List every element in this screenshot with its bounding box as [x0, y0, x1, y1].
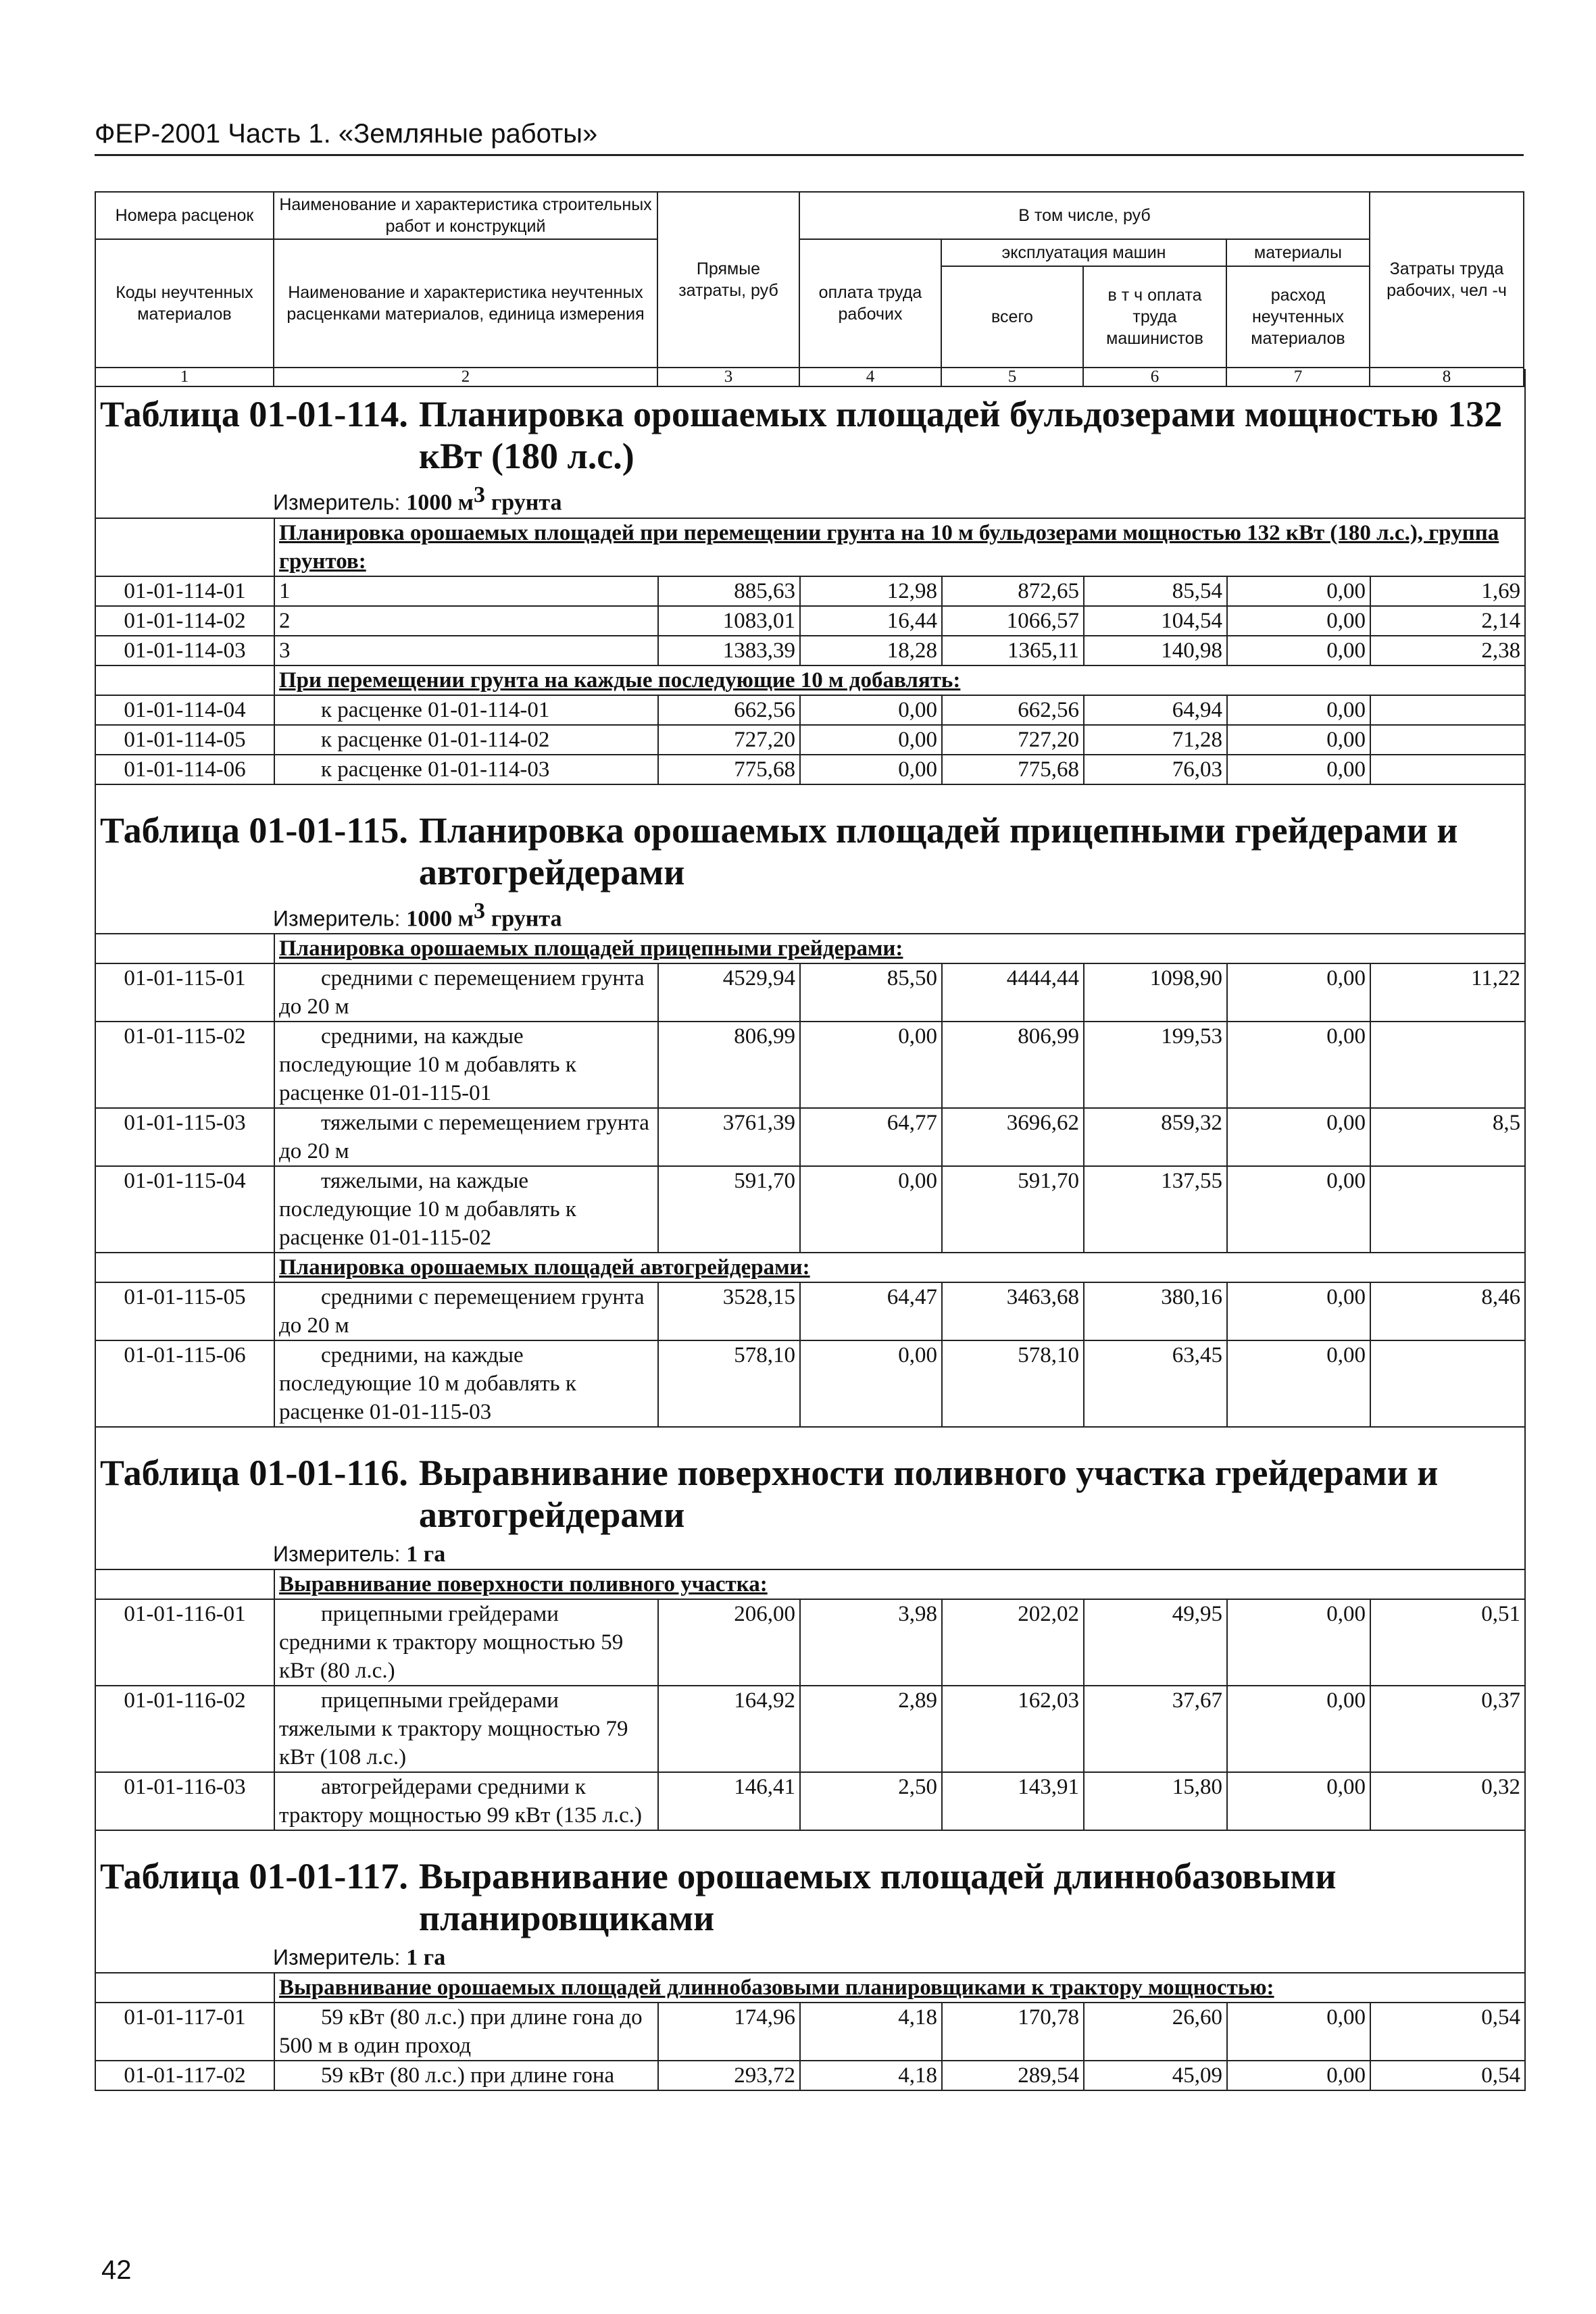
materials-cell: 0,00 [1227, 963, 1370, 1022]
direct-cost-cell: 806,99 [658, 1022, 800, 1108]
direct-cost-cell: 146,41 [658, 1772, 800, 1830]
table-row [96, 576, 1524, 606]
table-title-text: Выравнивание орошаемых площадей длиннобазовыми планировщиками [418, 1856, 1337, 1939]
table-number: Таблица 01-01-114. [100, 394, 408, 434]
materials-cell: 0,00 [1227, 2061, 1370, 2090]
materials-cell: 0,00 [1227, 606, 1370, 636]
labor-hours-cell [1370, 1340, 1524, 1427]
rate-code-cell: 01-01-114-03 [96, 636, 274, 665]
labor-hours-cell [1370, 725, 1524, 755]
materials-cell: 0,00 [1227, 695, 1370, 725]
rate-code-cell: 01-01-116-03 [96, 1772, 274, 1830]
machine-cost-cell: 162,03 [942, 1686, 1084, 1772]
group-heading-spacer [96, 934, 274, 963]
machine-cost-cell: 806,99 [942, 1022, 1084, 1108]
machine-cost-cell: 289,54 [942, 2061, 1084, 2090]
table-row [96, 606, 1524, 636]
machinist-pay-cell: 49,95 [1084, 1599, 1227, 1686]
labor-hours-cell [1370, 1166, 1524, 1253]
direct-cost-cell: 174,96 [658, 2003, 800, 2061]
table-row [96, 636, 1524, 665]
materials-cell: 0,00 [1227, 725, 1370, 755]
meter-unit: грунта [491, 906, 562, 932]
meter-label: Измеритель: [273, 906, 401, 931]
direct-cost-cell: 591,70 [658, 1166, 800, 1253]
col7-header: расход неучтенных материалов [1226, 266, 1370, 368]
rate-code-cell: 01-01-115-04 [96, 1166, 274, 1253]
table-row [96, 755, 1524, 784]
machinist-pay-cell: 859,32 [1084, 1108, 1227, 1166]
work-description-cell: средними с перемещением грунта до 20 м [274, 963, 658, 1022]
col1-bottom-header: Коды неучтенных материалов [95, 239, 274, 368]
direct-cost-cell: 578,10 [658, 1340, 800, 1427]
machine-cost-cell: 4444,44 [942, 963, 1084, 1022]
col8-header: Затраты труда рабочих, чел -ч [1370, 192, 1524, 368]
rate-code-cell: 01-01-114-01 [96, 576, 274, 606]
labor-hours-cell: 0,51 [1370, 1599, 1524, 1686]
col5-header: всего [941, 266, 1083, 368]
direct-cost-cell: 4529,94 [658, 963, 800, 1022]
table-number: Таблица 01-01-115. [100, 809, 408, 851]
table-title [96, 1428, 1524, 1540]
table-row [96, 1282, 1524, 1340]
rate-table [96, 933, 1524, 1428]
labor-pay-cell: 64,77 [800, 1108, 942, 1166]
labor-pay-cell: 85,50 [800, 963, 942, 1022]
col-number: 3 [657, 368, 799, 386]
machine-cost-cell: 591,70 [942, 1166, 1084, 1253]
materials-cell: 0,00 [1227, 1686, 1370, 1772]
direct-cost-cell: 662,56 [658, 695, 800, 725]
col4-header: оплата труда рабочих [799, 239, 941, 368]
machine-cost-cell: 1365,11 [942, 636, 1084, 665]
machinist-pay-cell: 380,16 [1084, 1282, 1227, 1340]
machine-cost-cell: 578,10 [942, 1340, 1084, 1427]
rate-table [96, 518, 1524, 785]
work-description-cell: тяжелыми, на каждые последующие 10 м добавлять к расценке 01-01-115-02 [274, 1166, 658, 1253]
table-row [96, 2061, 1524, 2090]
machine-cost-cell: 1066,57 [942, 606, 1084, 636]
materials-cell: 0,00 [1227, 2003, 1370, 2061]
group-heading-row [96, 1973, 1524, 2003]
col2-top-header: Наименование и характеристика строительных работ и конструкций [274, 192, 657, 239]
labor-hours-cell: 0,32 [1370, 1772, 1524, 1830]
labor-hours-cell [1370, 1022, 1524, 1108]
work-description-cell: 1 [274, 576, 658, 606]
materials-cell: 0,00 [1227, 576, 1370, 606]
table-meter [96, 1943, 1524, 1972]
col3-header: Прямые затраты, руб [657, 192, 799, 368]
machines-header: эксплуатация машин [941, 239, 1226, 266]
machinist-pay-cell: 137,55 [1084, 1166, 1227, 1253]
labor-pay-cell: 64,47 [800, 1282, 942, 1340]
work-description-cell: тяжелыми с перемещением грунта до 20 м [274, 1108, 658, 1166]
group-header: В том числе, руб [799, 192, 1370, 239]
machine-cost-cell: 170,78 [942, 2003, 1084, 2061]
table-row [96, 1599, 1524, 1686]
table-number: Таблица 01-01-117. [100, 1856, 408, 1897]
labor-pay-cell: 2,50 [800, 1772, 942, 1830]
meter-superscript: 3 [473, 482, 485, 507]
machine-cost-cell: 872,65 [942, 576, 1084, 606]
table-row [96, 1108, 1524, 1166]
rates-content [95, 369, 1526, 2091]
col-number: 2 [274, 368, 657, 386]
rate-table-section [96, 1428, 1524, 1831]
machine-cost-cell: 662,56 [942, 695, 1084, 725]
labor-hours-cell [1370, 695, 1524, 725]
work-description-cell: 59 кВт (80 л.с.) при длине гона [274, 2061, 658, 2090]
rate-code-cell: 01-01-116-01 [96, 1599, 274, 1686]
materials-cell: 0,00 [1227, 1108, 1370, 1166]
work-description-cell: к расценке 01-01-114-03 [274, 755, 658, 784]
meter-value: 1 га [406, 1945, 446, 1971]
machine-cost-cell: 727,20 [942, 725, 1084, 755]
work-description-cell: средними, на каждые последующие 10 м добавлять к расценке 01-01-115-01 [274, 1022, 658, 1108]
rate-code-cell: 01-01-115-05 [96, 1282, 274, 1340]
work-description-cell: 59 кВт (80 л.с.) при длине гона до 500 м в один проход [274, 2003, 658, 2061]
work-description-cell: средними, на каждые последующие 10 м добавлять к расценке 01-01-115-03 [274, 1340, 658, 1427]
group-heading-row [96, 1253, 1524, 1282]
labor-pay-cell: 0,00 [800, 1166, 942, 1253]
page-number: 42 [101, 2255, 132, 2285]
direct-cost-cell: 3761,39 [658, 1108, 800, 1166]
work-description-cell: 3 [274, 636, 658, 665]
rate-code-cell: 01-01-117-01 [96, 2003, 274, 2061]
rate-code-cell: 01-01-116-02 [96, 1686, 274, 1772]
labor-pay-cell: 4,18 [800, 2003, 942, 2061]
table-row [96, 695, 1524, 725]
rate-table [96, 1972, 1524, 2091]
labor-hours-cell: 11,22 [1370, 963, 1524, 1022]
group-heading-row [96, 1569, 1524, 1599]
rate-code-cell: 01-01-115-06 [96, 1340, 274, 1427]
meter-label: Измеритель: [273, 1945, 401, 1970]
labor-hours-cell: 8,46 [1370, 1282, 1524, 1340]
materials-cell: 0,00 [1227, 1340, 1370, 1427]
table-title [96, 785, 1524, 897]
materials-header: материалы [1226, 239, 1370, 266]
machinist-pay-cell: 76,03 [1084, 755, 1227, 784]
table-meter [96, 1540, 1524, 1569]
labor-pay-cell: 0,00 [800, 755, 942, 784]
rate-table-section [96, 369, 1524, 785]
group-heading: Планировка орошаемых площадей при перемещении грунта на 10 м бульдозерами мощностью 132 кВт (180 л.с.), группа грунтов: [274, 518, 1524, 576]
labor-pay-cell: 0,00 [800, 1022, 942, 1108]
direct-cost-cell: 775,68 [658, 755, 800, 784]
direct-cost-cell: 1083,01 [658, 606, 800, 636]
work-description-cell: к расценке 01-01-114-02 [274, 725, 658, 755]
labor-hours-cell: 0,54 [1370, 2003, 1524, 2061]
group-heading-spacer [96, 665, 274, 695]
meter-value: 1000 м [406, 490, 474, 515]
meter-value: 1000 м [406, 906, 474, 932]
col-number: 8 [1370, 368, 1524, 386]
machine-cost-cell: 3696,62 [942, 1108, 1084, 1166]
direct-cost-cell: 293,72 [658, 2061, 800, 2090]
work-description-cell: прицепными грейдерами средними к трактору мощностью 59 кВт (80 л.с.) [274, 1599, 658, 1686]
materials-cell: 0,00 [1227, 1772, 1370, 1830]
labor-pay-cell: 4,18 [800, 2061, 942, 2090]
direct-cost-cell: 1383,39 [658, 636, 800, 665]
machinist-pay-cell: 15,80 [1084, 1772, 1227, 1830]
labor-pay-cell: 0,00 [800, 725, 942, 755]
machinist-pay-cell: 26,60 [1084, 2003, 1227, 2061]
machinist-pay-cell: 64,94 [1084, 695, 1227, 725]
work-description-cell: к расценке 01-01-114-01 [274, 695, 658, 725]
materials-cell: 0,00 [1227, 1166, 1370, 1253]
machinist-pay-cell: 71,28 [1084, 725, 1227, 755]
labor-pay-cell: 0,00 [800, 695, 942, 725]
group-heading-spacer [96, 1253, 274, 1282]
labor-hours-cell: 1,69 [1370, 576, 1524, 606]
machine-cost-cell: 143,91 [942, 1772, 1084, 1830]
table-row [96, 2003, 1524, 2061]
rate-code-cell: 01-01-115-01 [96, 963, 274, 1022]
rate-code-cell: 01-01-114-02 [96, 606, 274, 636]
rate-code-cell: 01-01-114-05 [96, 725, 274, 755]
table-title-text: Планировка орошаемых площадей бульдозерами мощностью 132 кВт (180 л.с.) [418, 394, 1503, 476]
materials-cell: 0,00 [1227, 1282, 1370, 1340]
table-row [96, 725, 1524, 755]
rate-table [96, 1569, 1524, 1831]
labor-hours-cell: 0,54 [1370, 2061, 1524, 2090]
direct-cost-cell: 885,63 [658, 576, 800, 606]
group-heading: Выравнивание поверхности поливного участка: [274, 1569, 1524, 1599]
direct-cost-cell: 727,20 [658, 725, 800, 755]
machinist-pay-cell: 63,45 [1084, 1340, 1227, 1427]
labor-pay-cell: 12,98 [800, 576, 942, 606]
work-description-cell: 2 [274, 606, 658, 636]
table-row [96, 1340, 1524, 1427]
direct-cost-cell: 3528,15 [658, 1282, 800, 1340]
group-heading: Планировка орошаемых площадей прицепными грейдерами: [274, 934, 1524, 963]
machinist-pay-cell: 104,54 [1084, 606, 1227, 636]
direct-cost-cell: 206,00 [658, 1599, 800, 1686]
table-row [96, 1022, 1524, 1108]
table-title-text: Выравнивание поверхности поливного участка грейдерами и автогрейдерами [418, 1453, 1439, 1536]
materials-cell: 0,00 [1227, 1022, 1370, 1108]
labor-hours-cell: 8,5 [1370, 1108, 1524, 1166]
labor-hours-cell: 2,14 [1370, 606, 1524, 636]
group-heading-spacer [96, 1973, 274, 2003]
machinist-pay-cell: 1098,90 [1084, 963, 1227, 1022]
labor-hours-cell: 2,38 [1370, 636, 1524, 665]
table-title [96, 1831, 1524, 1943]
materials-cell: 0,00 [1227, 755, 1370, 784]
col-number: 7 [1226, 368, 1370, 386]
direct-cost-cell: 164,92 [658, 1686, 800, 1772]
group-heading-row [96, 934, 1524, 963]
labor-hours-cell: 0,37 [1370, 1686, 1524, 1772]
machinist-pay-cell: 37,67 [1084, 1686, 1227, 1772]
col-number: 4 [799, 368, 941, 386]
col6-header: в т ч оплата труда машинистов [1083, 266, 1226, 368]
meter-superscript: 3 [473, 898, 485, 924]
group-heading-spacer [96, 518, 274, 576]
work-description-cell: прицепными грейдерами тяжелыми к трактору мощностью 79 кВт (108 л.с.) [274, 1686, 658, 1772]
rate-code-cell: 01-01-114-06 [96, 755, 274, 784]
machine-cost-cell: 775,68 [942, 755, 1084, 784]
machinist-pay-cell: 140,98 [1084, 636, 1227, 665]
document-title: ФЕР-2001 Часть 1. «Земляные работы» [95, 119, 598, 149]
table-meter [96, 897, 1524, 934]
work-description-cell: средними с перемещением грунта до 20 м [274, 1282, 658, 1340]
machine-cost-cell: 3463,68 [942, 1282, 1084, 1340]
col2-bottom-header: Наименование и характеристика неучтенных расценками материалов, единица измерения [274, 239, 657, 368]
group-heading: Планировка орошаемых площадей автогрейдерами: [274, 1253, 1524, 1282]
labor-pay-cell: 16,44 [800, 606, 942, 636]
rate-code-cell: 01-01-114-04 [96, 695, 274, 725]
col1-top-header: Номера расценок [95, 192, 274, 239]
table-row [96, 963, 1524, 1022]
machine-cost-cell: 202,02 [942, 1599, 1084, 1686]
machinist-pay-cell: 85,54 [1084, 576, 1227, 606]
group-heading-row [96, 665, 1524, 695]
col-number: 6 [1083, 368, 1226, 386]
labor-hours-cell [1370, 755, 1524, 784]
meter-value: 1 га [406, 1542, 446, 1567]
work-description-cell: автогрейдерами средними к трактору мощностью 99 кВт (135 л.с.) [274, 1772, 658, 1830]
table-title-text: Планировка орошаемых площадей прицепными грейдерами и автогрейдерами [418, 809, 1458, 892]
group-heading-spacer [96, 1569, 274, 1599]
rate-code-cell: 01-01-117-02 [96, 2061, 274, 2090]
col-number: 5 [941, 368, 1083, 386]
table-title [96, 369, 1524, 481]
rate-table-section [96, 1831, 1524, 2091]
meter-label: Измеритель: [273, 490, 401, 515]
rate-code-cell: 01-01-115-02 [96, 1022, 274, 1108]
machinist-pay-cell: 45,09 [1084, 2061, 1227, 2090]
machinist-pay-cell: 199,53 [1084, 1022, 1227, 1108]
table-number: Таблица 01-01-116. [100, 1453, 408, 1494]
col-number: 1 [95, 368, 274, 386]
group-heading: Выравнивание орошаемых площадей длиннобазовыми планировщиками к трактору мощностью: [274, 1973, 1524, 2003]
labor-pay-cell: 2,89 [800, 1686, 942, 1772]
table-row [96, 1166, 1524, 1253]
rate-table-section [96, 785, 1524, 1428]
labor-pay-cell: 18,28 [800, 636, 942, 665]
meter-label: Измеритель: [273, 1542, 401, 1567]
table-row [96, 1772, 1524, 1830]
table-row [96, 1686, 1524, 1772]
page-header [95, 116, 1524, 156]
column-header-table [95, 191, 1524, 387]
table-meter [96, 481, 1524, 518]
materials-cell: 0,00 [1227, 1599, 1370, 1686]
group-heading: При перемещении грунта на каждые последующие 10 м добавлять: [274, 665, 1524, 695]
meter-unit: грунта [491, 490, 562, 515]
materials-cell: 0,00 [1227, 636, 1370, 665]
labor-pay-cell: 3,98 [800, 1599, 942, 1686]
rate-code-cell: 01-01-115-03 [96, 1108, 274, 1166]
group-heading-row [96, 518, 1524, 576]
labor-pay-cell: 0,00 [800, 1340, 942, 1427]
